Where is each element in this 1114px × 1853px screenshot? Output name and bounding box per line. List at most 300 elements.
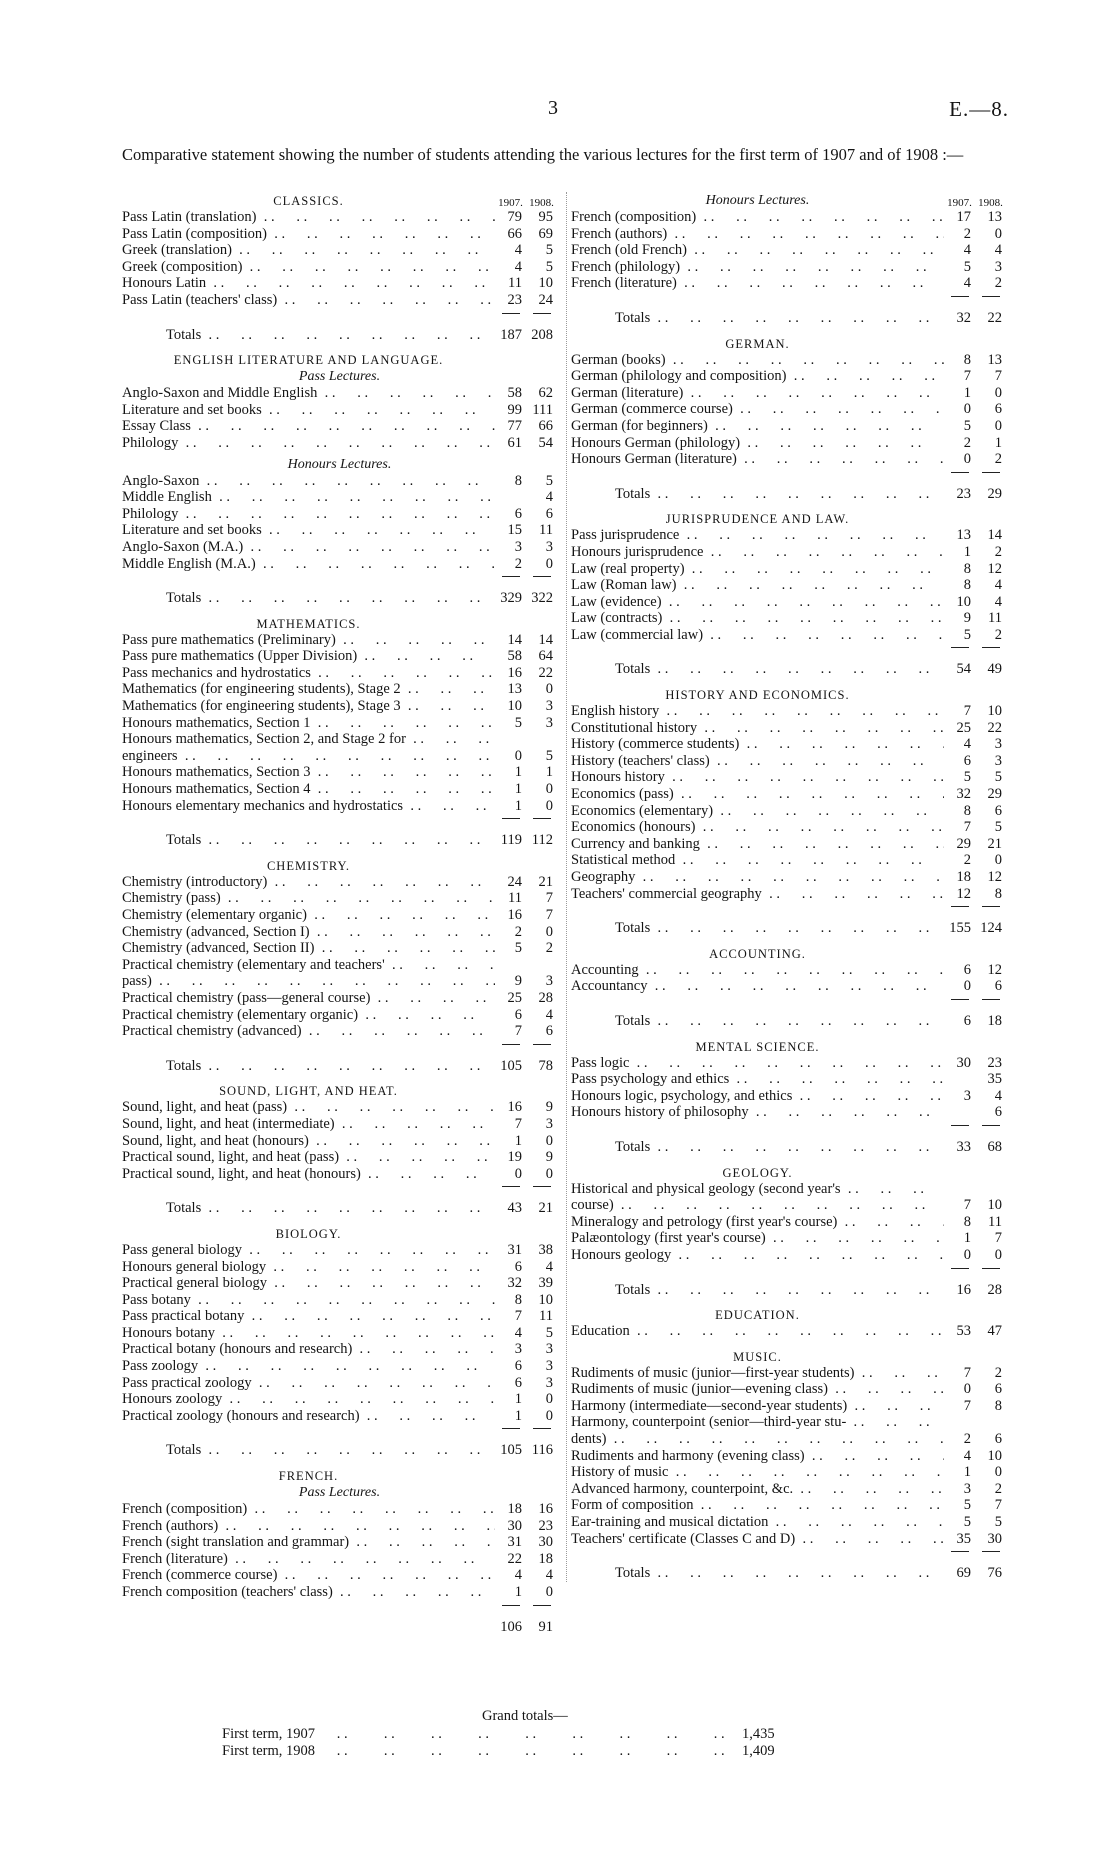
row-label-text: Honours jurisprudence bbox=[571, 543, 704, 560]
value-1908: 3 bbox=[545, 538, 553, 555]
row-label bbox=[122, 242, 495, 259]
rule-spacer bbox=[571, 647, 944, 653]
rule-line bbox=[502, 1044, 520, 1050]
value-1908: 12 bbox=[987, 961, 1002, 978]
row-label-text: Essay Class bbox=[122, 418, 191, 435]
row-label bbox=[571, 1497, 944, 1514]
row-label-text: Practical zoology (honours and research) bbox=[122, 1407, 360, 1424]
value-1907: 58 bbox=[507, 385, 522, 402]
section-heading bbox=[122, 1082, 557, 1099]
rule-line bbox=[502, 818, 520, 824]
row-label-text: Pass logic bbox=[571, 1054, 630, 1071]
row-label-text: Teachers' certificate (Classes C and D) bbox=[571, 1530, 796, 1547]
value-1908: 0 bbox=[545, 681, 553, 698]
row-label bbox=[122, 665, 495, 682]
row-label bbox=[122, 275, 495, 292]
row-label-text: French (literature) bbox=[571, 275, 677, 292]
value-1907 bbox=[495, 731, 526, 748]
totals-label bbox=[571, 1282, 944, 1299]
table-row bbox=[122, 990, 557, 1007]
row-label bbox=[571, 1381, 944, 1398]
table-row bbox=[571, 769, 1006, 786]
row-label-text: Sound, light, and heat (intermediate) bbox=[122, 1115, 335, 1132]
row-label bbox=[571, 786, 944, 803]
row-label bbox=[571, 1398, 944, 1415]
table-row bbox=[122, 681, 557, 698]
row-label-text: Practical chemistry (advanced) bbox=[122, 1023, 302, 1040]
total-1907: 105 bbox=[500, 1442, 522, 1459]
value-1907: 4 bbox=[514, 242, 522, 259]
value-1908: 24 bbox=[538, 291, 553, 308]
value-1907 bbox=[944, 1071, 975, 1088]
value-1908: 22 bbox=[987, 719, 1002, 736]
value-1907: 8 bbox=[514, 1291, 522, 1308]
value-1907: 35 bbox=[956, 1530, 971, 1547]
table-row bbox=[571, 594, 1006, 611]
row-label bbox=[571, 610, 944, 627]
table-row bbox=[122, 748, 557, 765]
section-title: BIOLOGY. bbox=[275, 1226, 342, 1241]
section-title: ACCOUNTING. bbox=[709, 946, 806, 961]
table-row bbox=[122, 632, 557, 649]
total-rule bbox=[122, 1428, 557, 1434]
value-1908: 66 bbox=[538, 418, 553, 435]
row-label-text: Pass Latin (translation) bbox=[122, 209, 257, 225]
rule-line bbox=[982, 999, 1000, 1005]
section-heading bbox=[571, 1348, 1006, 1365]
row-label bbox=[571, 1230, 944, 1247]
table-row bbox=[571, 527, 1006, 544]
value-1908: 14 bbox=[538, 631, 553, 648]
total-1907: 69 bbox=[956, 1565, 971, 1582]
row-label-text: Honours mathematics, Section 1 bbox=[122, 714, 311, 731]
row-label-text: German (for beginners) bbox=[571, 417, 708, 434]
row-label bbox=[571, 1531, 944, 1548]
section-title: HISTORY AND ECONOMICS. bbox=[665, 688, 850, 703]
table-row bbox=[122, 418, 557, 435]
row-label bbox=[571, 275, 944, 292]
grand-total-label: First term, 1908 . . bbox=[222, 1743, 742, 1760]
table-row bbox=[571, 1247, 1006, 1264]
value-1908: 47 bbox=[987, 1323, 1002, 1340]
table-row bbox=[571, 1381, 1006, 1398]
row-label-text: Currency and banking bbox=[571, 835, 700, 852]
value-1907: 8 bbox=[963, 351, 971, 368]
value-1907: 8 bbox=[514, 472, 522, 489]
value-1907: 14 bbox=[507, 631, 522, 648]
row-label bbox=[122, 1534, 495, 1551]
total-1908: 18 bbox=[987, 1012, 1002, 1029]
value-1907: 10 bbox=[956, 593, 971, 610]
table-row bbox=[122, 1584, 557, 1601]
totals-row bbox=[571, 920, 1006, 937]
row-label bbox=[571, 561, 944, 578]
row-label bbox=[571, 451, 944, 468]
rule-cell bbox=[944, 1125, 975, 1131]
row-label-text: Philology bbox=[122, 505, 179, 522]
row-label-text: Practical botany (honours and research) bbox=[122, 1341, 353, 1358]
rule-cell bbox=[526, 313, 557, 319]
value-1907: 25 bbox=[507, 989, 522, 1006]
table-row bbox=[571, 1088, 1006, 1105]
row-label bbox=[571, 1088, 944, 1105]
row-label-text: Statistical method bbox=[571, 852, 676, 869]
rule-spacer bbox=[571, 1125, 944, 1131]
table-row bbox=[571, 1230, 1006, 1247]
table-row bbox=[122, 242, 557, 259]
rule-cell bbox=[526, 576, 557, 582]
row-label bbox=[571, 886, 944, 903]
row-label bbox=[122, 681, 495, 698]
row-label bbox=[122, 1007, 495, 1024]
row-label bbox=[122, 907, 495, 924]
row-label bbox=[122, 473, 495, 490]
spacer bbox=[571, 327, 1006, 335]
value-1907: 18 bbox=[507, 1501, 522, 1518]
table-row bbox=[122, 940, 557, 957]
table-row bbox=[122, 292, 557, 309]
row-label-text: Chemistry (advanced, Section I) bbox=[122, 923, 310, 940]
table-row bbox=[122, 665, 557, 682]
totals-label bbox=[122, 590, 495, 607]
value-1907: 8 bbox=[963, 577, 971, 594]
spacer bbox=[122, 1459, 557, 1467]
row-label-text: Ear-training and musical dictation bbox=[571, 1514, 769, 1531]
row-label-text: Teachers' commercial geography bbox=[571, 885, 762, 902]
table-row bbox=[122, 1567, 557, 1584]
subsection-title: Pass Lectures. bbox=[298, 1485, 381, 1501]
row-label bbox=[122, 1325, 495, 1342]
total-1907: 6 bbox=[963, 1012, 971, 1029]
value-1907: 7 bbox=[514, 1023, 522, 1040]
table-row bbox=[122, 473, 557, 490]
value-1908: 6 bbox=[994, 1104, 1002, 1121]
row-label bbox=[571, 1464, 944, 1481]
value-1908: 0 bbox=[545, 1584, 553, 1600]
value-1907: 29 bbox=[956, 835, 971, 852]
rule-line bbox=[982, 1551, 1000, 1557]
row-label-text: Honours general biology bbox=[122, 1258, 267, 1275]
value-1907: 7 bbox=[963, 819, 971, 836]
value-1908: 4 bbox=[994, 577, 1002, 594]
value-1908: 2 bbox=[994, 1364, 1002, 1381]
section-title: CLASSICS. bbox=[273, 194, 344, 208]
row-label bbox=[122, 890, 495, 907]
row-label-text: Chemistry (pass) bbox=[122, 890, 221, 907]
value-1907: 7 bbox=[963, 1197, 971, 1214]
row-label bbox=[122, 1116, 495, 1133]
row-label-text: French (sight translation and grammar) bbox=[122, 1534, 350, 1551]
totals-label bbox=[122, 327, 495, 344]
row-label-text: Honours botany bbox=[122, 1324, 216, 1341]
section-title: Honours Lectures. bbox=[705, 193, 810, 208]
table-row bbox=[571, 803, 1006, 820]
subsection-title: Pass Lectures. bbox=[298, 369, 381, 385]
row-label bbox=[571, 978, 944, 995]
row-label-text: French (commerce course) bbox=[122, 1567, 278, 1584]
value-1907: 5 bbox=[963, 1514, 971, 1531]
total-1908: 68 bbox=[987, 1138, 1002, 1155]
row-label bbox=[571, 1247, 944, 1264]
value-1907: 7 bbox=[963, 1364, 971, 1381]
value-1908: 9 bbox=[545, 1149, 553, 1166]
rule-line bbox=[502, 313, 520, 319]
row-label-text: French (philology) bbox=[571, 258, 681, 275]
row-label bbox=[571, 594, 944, 611]
value-1908: 0 bbox=[545, 797, 553, 814]
row-label-text: Pass general biology bbox=[122, 1241, 243, 1258]
value-1908: 29 bbox=[987, 786, 1002, 803]
value-1907: 2 bbox=[514, 555, 522, 572]
value-1907: 53 bbox=[956, 1323, 971, 1340]
value-1907: 77 bbox=[507, 418, 522, 435]
table-row bbox=[122, 402, 557, 419]
rule-cell bbox=[944, 999, 975, 1005]
value-1908: 6 bbox=[994, 401, 1002, 418]
row-label-text: Honours zoology bbox=[122, 1391, 223, 1408]
value-1908: 16 bbox=[538, 1501, 553, 1518]
row-label bbox=[571, 1514, 944, 1531]
totals-label-text: Totals bbox=[166, 590, 202, 607]
value-1907: 5 bbox=[963, 417, 971, 434]
row-label bbox=[122, 1023, 495, 1040]
value-1908: 5 bbox=[545, 747, 553, 764]
table-row bbox=[122, 924, 557, 941]
table-row bbox=[571, 627, 1006, 644]
value-1908: 22 bbox=[538, 664, 553, 681]
row-label bbox=[122, 1501, 495, 1518]
table-row bbox=[122, 907, 557, 924]
row-label bbox=[122, 1242, 495, 1259]
row-label-text: Practical chemistry (pass—general course) bbox=[122, 989, 371, 1006]
value-1907: 32 bbox=[507, 1275, 522, 1292]
section-title: GEOLOGY. bbox=[722, 1165, 793, 1180]
row-label bbox=[122, 1584, 495, 1601]
value-1907: 1 bbox=[963, 1464, 971, 1481]
value-1908: 18 bbox=[538, 1550, 553, 1567]
rule-line bbox=[982, 1268, 1000, 1274]
value-1908: 6 bbox=[994, 1431, 1002, 1448]
row-label bbox=[571, 352, 944, 369]
row-label-text: Honours logic, psychology, and ethics bbox=[571, 1087, 793, 1104]
value-1907: 3 bbox=[514, 538, 522, 555]
value-1907: 1 bbox=[514, 797, 522, 814]
table-row bbox=[122, 798, 557, 815]
row-label-text: Literature and set books bbox=[122, 401, 262, 418]
value-1908 bbox=[975, 1181, 1006, 1198]
rule-spacer bbox=[571, 906, 944, 912]
rule-spacer bbox=[571, 296, 944, 302]
rule-cell bbox=[495, 576, 526, 582]
total-1908: 49 bbox=[987, 661, 1002, 678]
totals-row bbox=[571, 310, 1006, 327]
total-1907: 187 bbox=[500, 326, 522, 343]
table-row bbox=[571, 1365, 1006, 1382]
left-column bbox=[122, 192, 557, 1635]
rule-line bbox=[982, 296, 1000, 302]
table-row bbox=[571, 544, 1006, 561]
rule-cell bbox=[495, 1428, 526, 1434]
table-row bbox=[122, 890, 557, 907]
section-heading bbox=[571, 686, 1006, 703]
table-row bbox=[122, 1292, 557, 1309]
row-label-text: Chemistry (introductory) bbox=[122, 873, 268, 890]
value-1907: 6 bbox=[963, 961, 971, 978]
total-1907: 16 bbox=[956, 1281, 971, 1298]
table-row bbox=[122, 1408, 557, 1425]
total-1908: 91 bbox=[538, 1618, 553, 1635]
row-label-text: Honours geology bbox=[571, 1246, 672, 1263]
value-1908: 0 bbox=[994, 384, 1002, 401]
total-rule bbox=[571, 647, 1006, 653]
spacer bbox=[122, 1074, 557, 1082]
value-1907: 8 bbox=[963, 802, 971, 819]
row-label bbox=[122, 385, 495, 402]
row-label-text: Pass botany bbox=[122, 1291, 191, 1308]
table-row bbox=[571, 786, 1006, 803]
value-1907: 3 bbox=[963, 1087, 971, 1104]
row-label bbox=[122, 1567, 495, 1584]
table-row bbox=[122, 1007, 557, 1024]
value-1908: 1 bbox=[994, 434, 1002, 451]
row-label bbox=[122, 940, 495, 957]
row-label-text: Anglo-Saxon bbox=[122, 472, 200, 489]
row-label-text: French (authors) bbox=[122, 1517, 219, 1534]
totals-row bbox=[571, 1282, 1006, 1299]
rule-cell bbox=[495, 1605, 526, 1611]
row-label bbox=[122, 522, 495, 539]
table-row bbox=[571, 836, 1006, 853]
row-label bbox=[122, 764, 495, 781]
row-label bbox=[122, 698, 495, 715]
table-row bbox=[122, 1259, 557, 1276]
totals-row bbox=[122, 1058, 557, 1075]
row-label bbox=[122, 1133, 495, 1150]
row-label-text: Historical and physical geology (second year's bbox=[571, 1180, 841, 1197]
spacer bbox=[122, 343, 557, 351]
value-1908: 3 bbox=[994, 736, 1002, 753]
value-1907: 61 bbox=[507, 434, 522, 451]
row-label bbox=[571, 1481, 944, 1498]
rule-cell bbox=[975, 647, 1006, 653]
row-label bbox=[571, 1448, 944, 1465]
grand-total-value: 1,435 bbox=[742, 1726, 775, 1742]
row-label-text: Literature and set books bbox=[122, 522, 262, 539]
totals-row bbox=[122, 1442, 557, 1459]
row-label bbox=[122, 957, 495, 974]
table-row bbox=[571, 1214, 1006, 1231]
row-label-text: English history bbox=[571, 703, 660, 720]
value-1907: 0 bbox=[963, 401, 971, 418]
value-1908: 0 bbox=[545, 1165, 553, 1182]
section-heading bbox=[571, 945, 1006, 962]
value-1907 bbox=[495, 957, 526, 974]
value-1908: 7 bbox=[994, 1230, 1002, 1247]
value-1908: 0 bbox=[994, 417, 1002, 434]
row-label-text: Honours history of philosophy bbox=[571, 1104, 749, 1121]
value-1907: 6 bbox=[514, 1006, 522, 1023]
totals-row bbox=[122, 1619, 557, 1636]
value-1907: 0 bbox=[514, 1165, 522, 1182]
totals-label-text: Totals bbox=[166, 1442, 202, 1459]
row-label bbox=[571, 1431, 944, 1448]
subsection-title: Honours Lectures. bbox=[287, 456, 392, 472]
grand-totals-title: Grand totals— bbox=[482, 1708, 568, 1724]
row-label-text: French composition (teachers' class) bbox=[122, 1584, 333, 1600]
value-1907: 1 bbox=[963, 384, 971, 401]
value-1908: 11 bbox=[539, 1308, 553, 1325]
row-label-text: German (philology and composition) bbox=[571, 368, 787, 385]
section-heading bbox=[571, 1306, 1006, 1323]
value-1908: 2 bbox=[545, 940, 553, 957]
totals-label-text: Totals bbox=[615, 920, 651, 937]
value-1908 bbox=[975, 1414, 1006, 1431]
section-heading bbox=[122, 1467, 557, 1484]
value-1908: 4 bbox=[545, 1258, 553, 1275]
row-label bbox=[122, 226, 495, 243]
value-1907 bbox=[944, 1414, 975, 1431]
row-label-text: Sound, light, and heat (honours) bbox=[122, 1132, 309, 1149]
total-rule bbox=[571, 906, 1006, 912]
row-label-text: Practical chemistry (elementary organic) bbox=[122, 1006, 359, 1023]
rule-line bbox=[502, 1428, 520, 1434]
total-1907: 43 bbox=[507, 1200, 522, 1217]
rule-spacer bbox=[122, 313, 495, 319]
rule-cell bbox=[944, 296, 975, 302]
table-row bbox=[122, 698, 557, 715]
value-1907: 5 bbox=[514, 940, 522, 957]
value-1907 bbox=[944, 1181, 975, 1198]
table-row bbox=[122, 1275, 557, 1292]
value-1908: 5 bbox=[994, 769, 1002, 786]
row-label bbox=[571, 418, 944, 435]
row-label bbox=[122, 259, 495, 276]
row-label-text: Honours mathematics, Section 4 bbox=[122, 781, 311, 798]
row-label-text: Mineralogy and petrology (first year's course) bbox=[571, 1213, 838, 1230]
row-label bbox=[571, 1323, 944, 1340]
value-1907: 23 bbox=[507, 291, 522, 308]
spacer bbox=[571, 1030, 1006, 1038]
value-1907: 79 bbox=[507, 209, 522, 225]
rule-cell bbox=[975, 999, 1006, 1005]
rule-line bbox=[951, 472, 969, 478]
rule-cell bbox=[944, 1551, 975, 1557]
table-row bbox=[571, 275, 1006, 292]
row-label bbox=[122, 1099, 495, 1116]
value-1908: 21 bbox=[987, 835, 1002, 852]
value-1907: 16 bbox=[507, 907, 522, 923]
row-label bbox=[571, 720, 944, 737]
value-1907: 24 bbox=[507, 873, 522, 890]
grand-totals bbox=[122, 1708, 922, 1759]
table-row bbox=[122, 1534, 557, 1551]
row-label bbox=[122, 874, 495, 891]
table-row bbox=[122, 648, 557, 665]
rule-line bbox=[951, 296, 969, 302]
row-label bbox=[122, 539, 495, 556]
total-1908: 22 bbox=[987, 309, 1002, 326]
total-1907: 119 bbox=[500, 832, 522, 849]
rule-line bbox=[533, 1428, 551, 1434]
total-rule bbox=[571, 472, 1006, 478]
totals-label bbox=[571, 486, 944, 503]
table-row bbox=[571, 368, 1006, 385]
value-1907: 31 bbox=[507, 1241, 522, 1258]
value-1907: 0 bbox=[963, 1246, 971, 1263]
value-1907 bbox=[944, 1104, 975, 1121]
totals-label-text: Totals bbox=[166, 1200, 202, 1217]
totals-label-text: Totals bbox=[615, 1565, 651, 1582]
